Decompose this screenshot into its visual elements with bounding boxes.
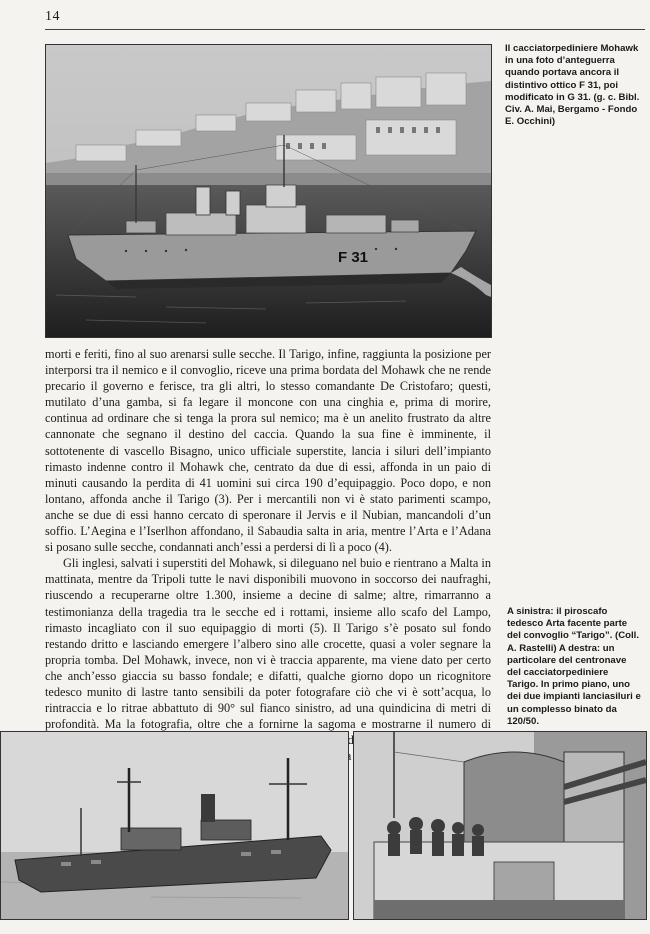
- hull-number: F 31: [338, 249, 369, 266]
- page-number: 14: [45, 9, 60, 24]
- photo-tarigo-midships: [353, 731, 647, 920]
- article-paragraph-2: Gli inglesi, salvati i superstiti del Mohawk, si dileguano nel buio e rientrano a Malta in mattinata, mentre da Tripoli tutte le navi disponibili muovono in soccorso dei naufraghi, riuscendo a recuperarne oltre 1.300, insieme a decine di salme; altre, rimarranno a testimonianza della tragedia tra le secche ed i rottami, insieme allo scafo del Lampo, rimasto incagliato con il suo equipaggio di morti (5). Il Tarigo s’è posato sul fondo restando dritto e lasciando emergere l’albero sino alle crocette, quasi a voler segnare la propria tomba. Del Mohawk, invece, non vi è traccia apparente, ma viene dato per certo che anch’esso giaccia su basso fondale; e difatti, qualche giorno dopo un ricognitore tedesco munito di lastre tanto sensibili da poter fotografare ciò che vi è sott’acqua, lo rintraccia e lo ritrae abbattuto di 90° sul fianco sinistro, ad una quindicina di metri di profondità. Ma la fotografia, oltre che a fornirne la sagoma e mostrarne il numero di: [45, 556, 491, 732]
- caption-bottom-photos: A sinistra: il piroscafo tedesco Arta facente parte del convoglio “Tarigo”. (Coll. A. Rastelli) A destra: un particolare del centronave del cacciatorpediniere Tarigo. In primo piano, uno dei due impianti lanciasiluri e un complesso binato da 120/50.: [507, 606, 641, 727]
- article-body: [45, 346, 491, 781]
- caption-top-photo: Il cacciatorpediniere Mohawk in una foto d’anteguerra quando portava ancora il distintivo ottico F 31, poi modificato in G 31. (g. c. Bibl. Civ. A. Mai, Bergamo - Fondo E. Occhini): [505, 43, 640, 128]
- article-paragraph-1: morti e feriti, fino al suo arenarsi sulle secche. Il Tarigo, infine, raggiunta la posizione per interporsi tra il nemico e il convoglio, riceve una prima bordata del Mohawk che ne rende precario il governo e ferisce, tra gli altri, lo stesso comandante De Cristofaro; questi, mutilato d’una gamba, si fa legare il moncone con una cinghia e, prima di morire, continua ad ordinare che si tenga la prora sul nemico; ma è un anelito frustrato da altre cannonate che segnano il destino del caccia. Quando la sua fine è imminente, il sottotenente di vascello Bisagno, unico ufficiale superstite, lancia i siluri dell’impianto rimasto indenne contro il Mohawk che, centrato da due di essi, affonda in un paio di minuti causando la perdita di 41 uomini sui circa 190 d’equipaggio. Poco dopo, e non lontano, affonda anche il Tarigo (3). Per i mercantili non vi è stato parimenti scampo, anche se due di essi hanno cercato di speronare il Jervis e il Nubian, mancandoli d’un soffio. L’Aegina e l’Iserlhon affondano, il Sabaudia salta in aria, mentre l’Arta e l’Adana si posano sulle secche, condannati anch’essi a perdersi di lì a poco (4).: [45, 347, 491, 555]
- header-rule: [45, 29, 645, 30]
- photo-destroyer-mohawk: [45, 44, 492, 338]
- photo-steamer-arta: [0, 731, 349, 920]
